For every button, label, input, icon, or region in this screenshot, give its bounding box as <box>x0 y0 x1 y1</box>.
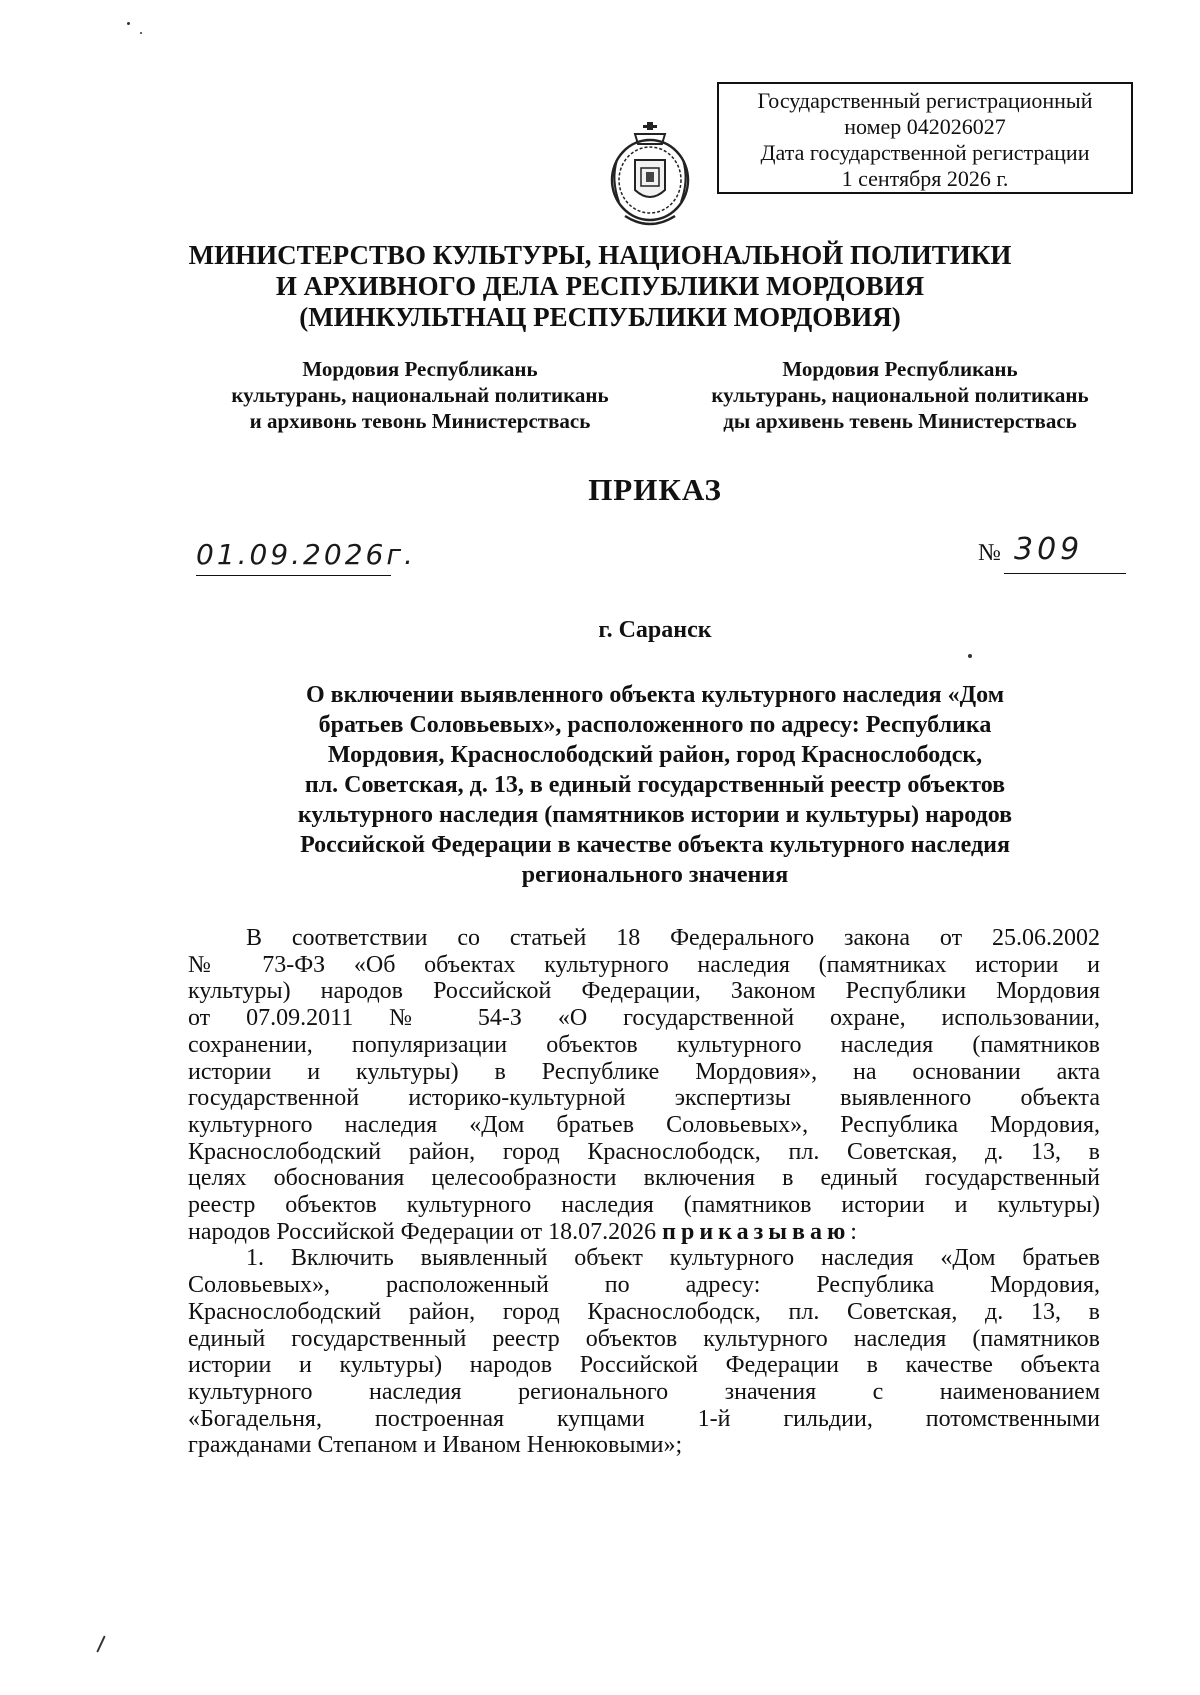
subject-line: Мордовия, Краснослободский район, город Краснослободск, <box>327 742 983 768</box>
item-line: культурного наследия регионального значения с наименованием <box>188 1378 1100 1405</box>
ministry-name: МИНИСТЕРСТВО КУЛЬТУРЫ, НАЦИОНАЛЬНОЙ ПОЛИТИКИ И АРХИВНОГО ДЕЛА РЕСПУБЛИКИ МОРДОВИЯ (МИНКУЛЬТНАЦ РЕСПУБЛИКИ МОРДОВИЯ) <box>188 240 1012 332</box>
subject-line: Российской Федерации в качестве объекта культурного наследия <box>300 832 1010 858</box>
preamble-line: № 73-ФЗ «Об объектах культурного наследия (памятниках истории и <box>188 951 1100 978</box>
preamble-line: целях обоснования целесообразности включения в единый государственный <box>188 1165 1100 1192</box>
date-underline <box>196 575 391 576</box>
order-subject <box>190 680 1120 890</box>
ministry-name-erzya: Мордовия Республикань культурань, национальной политикань ды архивень тевень Министерствась <box>711 357 1089 433</box>
item-line: единый государственный реестр объектов культурного наследия (памятников <box>188 1325 1100 1352</box>
preamble-line: сохранении, популяризации объектов культурного наследия (памятников <box>188 1031 1100 1058</box>
order-number: 309 <box>1014 532 1084 567</box>
preamble-line: В соответствии со статьей 18 Федерального закона от 25.06.2002 <box>246 925 1100 951</box>
number-underline <box>1004 573 1126 574</box>
city-name: г. Саранск <box>598 617 712 643</box>
registration-line: Государственный регистрационный <box>757 88 1093 113</box>
preamble-line: культуры) народов Российской Федерации, Законом Республики Мордовия <box>188 978 1100 1005</box>
scan-speck <box>140 32 142 34</box>
document-type-heading: ПРИКАЗ <box>588 472 722 507</box>
coat-of-arms-icon <box>605 120 695 240</box>
preamble-line: государственной историко-культурной экспертизы выявленного объекта <box>188 1085 1100 1112</box>
preamble-last-line: народов Российской Федерации от 18.07.2026 приказываю: <box>188 1218 857 1245</box>
scan-speck <box>127 22 130 25</box>
subject-line: пл. Советская, д. 13, в единый государственный реестр объектов <box>304 772 1006 798</box>
order-body <box>188 925 1100 1459</box>
registration-date: 1 сентября 2026 г. <box>841 166 1009 191</box>
preamble-line: культурного наследия «Дом братьев Соловьевых», Республика Мордовия, <box>188 1111 1100 1138</box>
item-line: Соловьевых», расположенный по адресу: Республика Мордовия, <box>188 1272 1100 1299</box>
item-line: «Богадельня, построенная купцами 1-й гильдии, потомственными <box>188 1405 1100 1432</box>
subject-line: О включении выявленного объекта культурного наследия «Дом <box>305 682 1005 708</box>
preamble-line: реестр объектов культурного наследия (памятников истории и культуры) <box>188 1192 1100 1219</box>
item-line: 1. Включить выявленный объект культурного наследия «Дом братьев <box>246 1245 1100 1272</box>
scan-speck <box>968 654 972 658</box>
preamble-line: от 07.09.2011 № 54-З «О государственной охране, использовании, <box>188 1005 1100 1032</box>
subject-line: культурного наследия (памятников истории и культуры) народов <box>297 802 1013 828</box>
subject-line: братьев Соловьевых», расположенного по адресу: Республика <box>318 712 992 738</box>
preamble-line: истории и культуры) в Республике Мордовия», на основании акта <box>188 1058 1100 1085</box>
registration-number: номер 042026027 <box>844 114 1006 139</box>
order-date: 01.09.2026г. <box>196 538 416 571</box>
item-line: истории и культуры) народов Российской Федерации в качестве объекта <box>188 1352 1100 1379</box>
scan-speck <box>96 1635 105 1652</box>
registration-stamp <box>717 82 1133 194</box>
registration-line: Дата государственной регистрации <box>760 140 1090 165</box>
item-line: Краснослободский район, город Краснослободск, пл. Советская, д. 13, в <box>188 1298 1100 1325</box>
ministry-name-moksha: Мордовия Республикань культурань, национальнай политикань и архивонь тевонь Министерствась <box>231 357 609 433</box>
preamble-line: Краснослободский район, город Краснослободск, пл. Советская, д. 13, в <box>188 1138 1100 1165</box>
number-sign: № <box>978 540 1001 566</box>
item-line: гражданами Степаном и Иваном Ненюковыми»; <box>188 1432 683 1459</box>
order-word: приказываю <box>662 1218 851 1245</box>
subject-line: регионального значения <box>521 862 789 888</box>
